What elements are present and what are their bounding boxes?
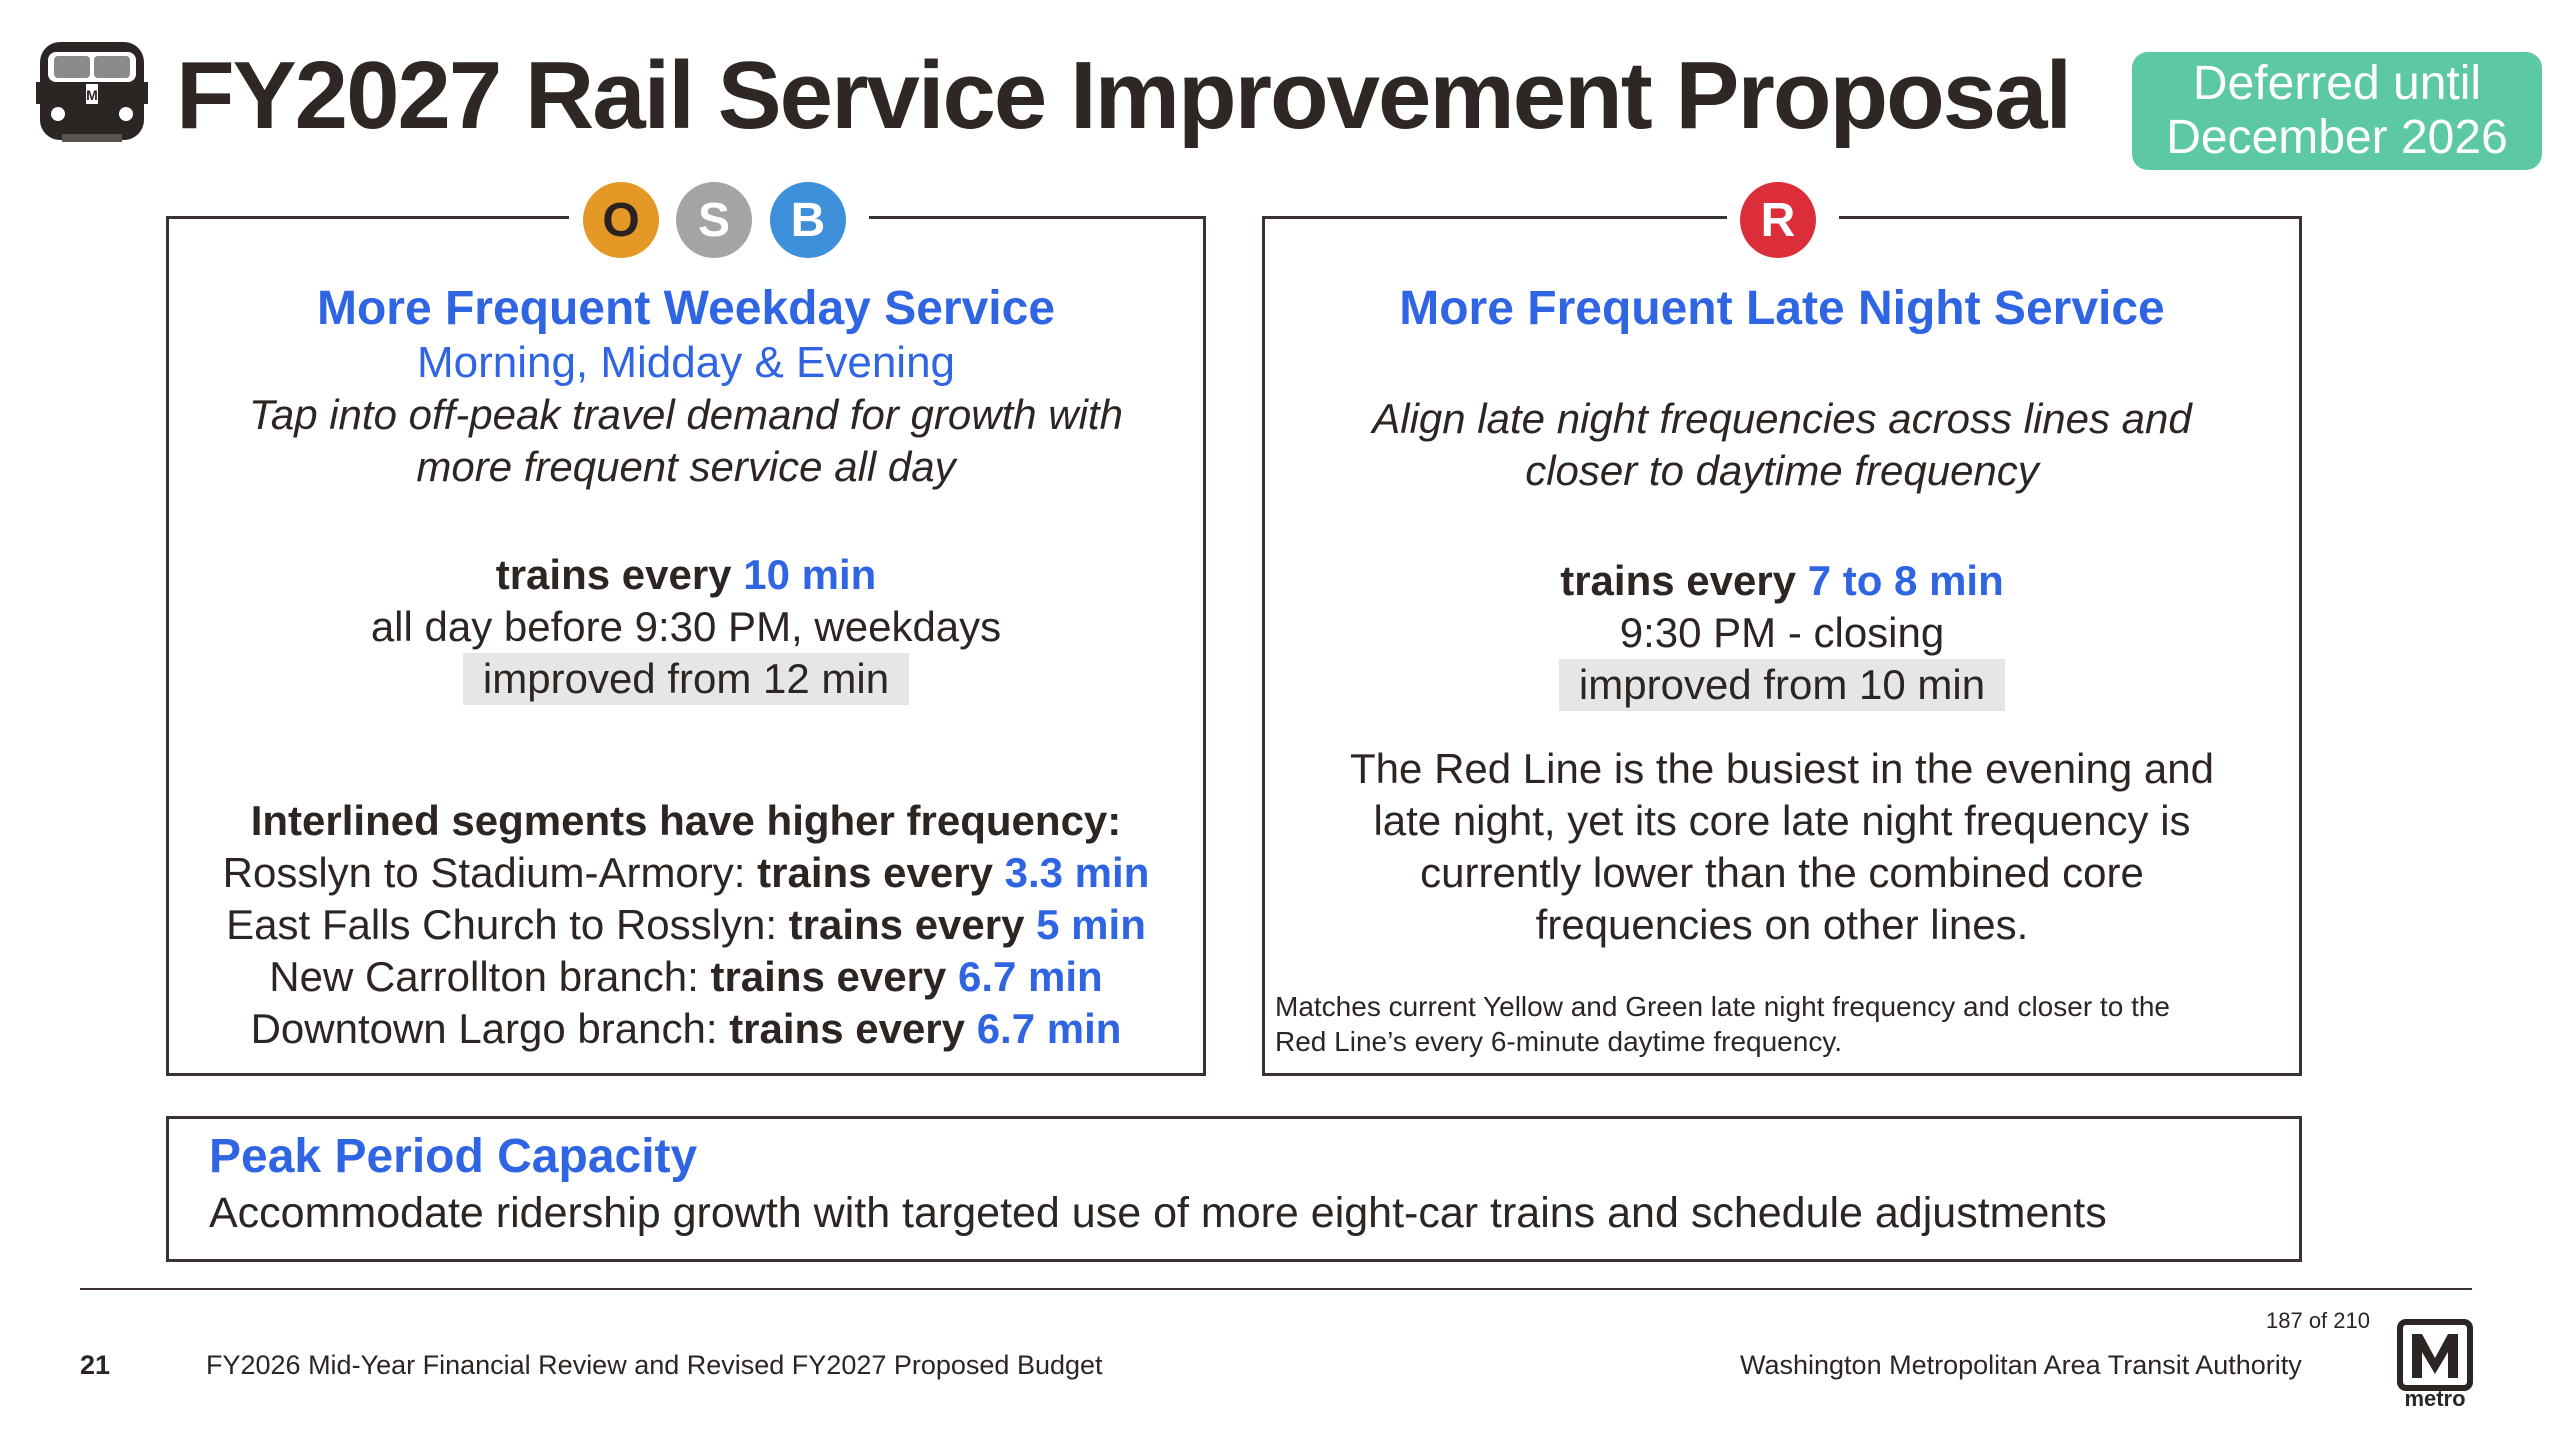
late-night-heading: More Frequent Late Night Service — [1399, 282, 2165, 335]
silver-line-badge: S — [676, 182, 752, 258]
peak-text: Accommodate ridership growth with targeted use of more eight-car trains and schedule adjustments — [209, 1189, 2107, 1237]
late-night-improved: improved from 10 min — [1559, 659, 2005, 711]
segment-name: Rosslyn to Stadium-Armory: — [222, 849, 758, 896]
weekday-frequency-when: all day before 9:30 PM, weekdays — [370, 603, 1002, 650]
peak-capacity-panel — [166, 1116, 2302, 1262]
segment-value: 6.7 min — [957, 953, 1103, 1000]
red-line-badge: R — [1740, 182, 1816, 258]
segment-row — [169, 951, 1203, 1003]
interlined-heading: Interlined segments have higher frequency: — [250, 797, 1122, 844]
late-night-frequency-when: 9:30 PM - closing — [1619, 609, 1945, 656]
segment-name: New Carrollton branch: — [269, 953, 711, 1000]
late-night-tagline-2: closer to daytime frequency — [1525, 447, 2039, 494]
badge-line-1: Deferred until — [2192, 57, 2482, 110]
weekday-frequency — [169, 549, 1203, 601]
weekday-subheading: Morning, Midday & Evening — [416, 338, 956, 387]
late-night-note-1: Matches current Yellow and Green late night frequency and closer to the — [1275, 991, 2170, 1022]
page-of-label: 187 of 210 — [2266, 1308, 2370, 1333]
blue-line-badge: B — [770, 182, 846, 258]
freq-prefix: trains every — [495, 551, 744, 598]
weekday-tagline-2: more frequent service all day — [416, 443, 956, 490]
metro-train-icon — [34, 40, 150, 144]
segment-prefix: trains every — [788, 901, 1037, 948]
segment-name: East Falls Church to Rosslyn: — [226, 901, 789, 948]
late-night-frequency — [1265, 555, 2299, 607]
badge-line-2: December 2026 — [2166, 111, 2508, 164]
segment-name: Downtown Largo branch: — [250, 1005, 730, 1052]
red-line-body-4: frequencies on other lines. — [1535, 901, 2029, 948]
segment-prefix: trains every — [710, 953, 958, 1000]
segment-row — [169, 847, 1203, 899]
freq-prefix: trains every — [1560, 557, 1808, 604]
peak-heading: Peak Period Capacity — [209, 1130, 698, 1183]
deferred-badge — [2132, 52, 2542, 170]
weekday-tagline-1: Tap into off-peak travel demand for growth with — [249, 391, 1123, 438]
late-night-tagline-1: Align late night frequencies across lines and — [1372, 395, 2192, 442]
orange-line-badge: O — [583, 182, 659, 258]
red-line-body-1: The Red Line is the busiest in the evening and — [1350, 745, 2214, 792]
weekday-improved: improved from 12 min — [463, 653, 909, 705]
organization-name: Washington Metropolitan Area Transit Authority — [1740, 1350, 2302, 1380]
weekday-heading: More Frequent Weekday Service — [316, 282, 1056, 335]
footer-divider — [80, 1288, 2472, 1290]
weekday-service-panel — [166, 216, 1206, 1076]
segment-prefix: trains every — [729, 1005, 977, 1052]
metro-logo-text: metro — [2404, 1386, 2466, 1411]
segment-value: 5 min — [1036, 901, 1146, 948]
segment-value: 3.3 min — [1004, 849, 1150, 896]
metro-logo-icon — [2392, 1318, 2478, 1414]
late-night-note-2: Red Line’s every 6-minute daytime frequency. — [1275, 1026, 1843, 1057]
red-line-body-2: late night, yet its core late night frequency is — [1373, 797, 2191, 844]
page-title: FY2027 Rail Service Improvement Proposal — [176, 42, 2071, 149]
red-line-body-3: currently lower than the combined core — [1420, 849, 2144, 896]
segment-value: 6.7 min — [976, 1005, 1122, 1052]
freq-value: 7 to 8 min — [1807, 557, 2004, 604]
freq-value: 10 min — [743, 551, 877, 598]
late-night-service-panel — [1262, 216, 2302, 1076]
segment-row — [169, 899, 1203, 951]
document-title: FY2026 Mid-Year Financial Review and Revised FY2027 Proposed Budget — [206, 1350, 1103, 1380]
segment-row — [169, 1003, 1203, 1055]
page-number: 21 — [80, 1350, 111, 1380]
svg-text:M: M — [86, 87, 98, 103]
segment-prefix: trains every — [757, 849, 1005, 896]
